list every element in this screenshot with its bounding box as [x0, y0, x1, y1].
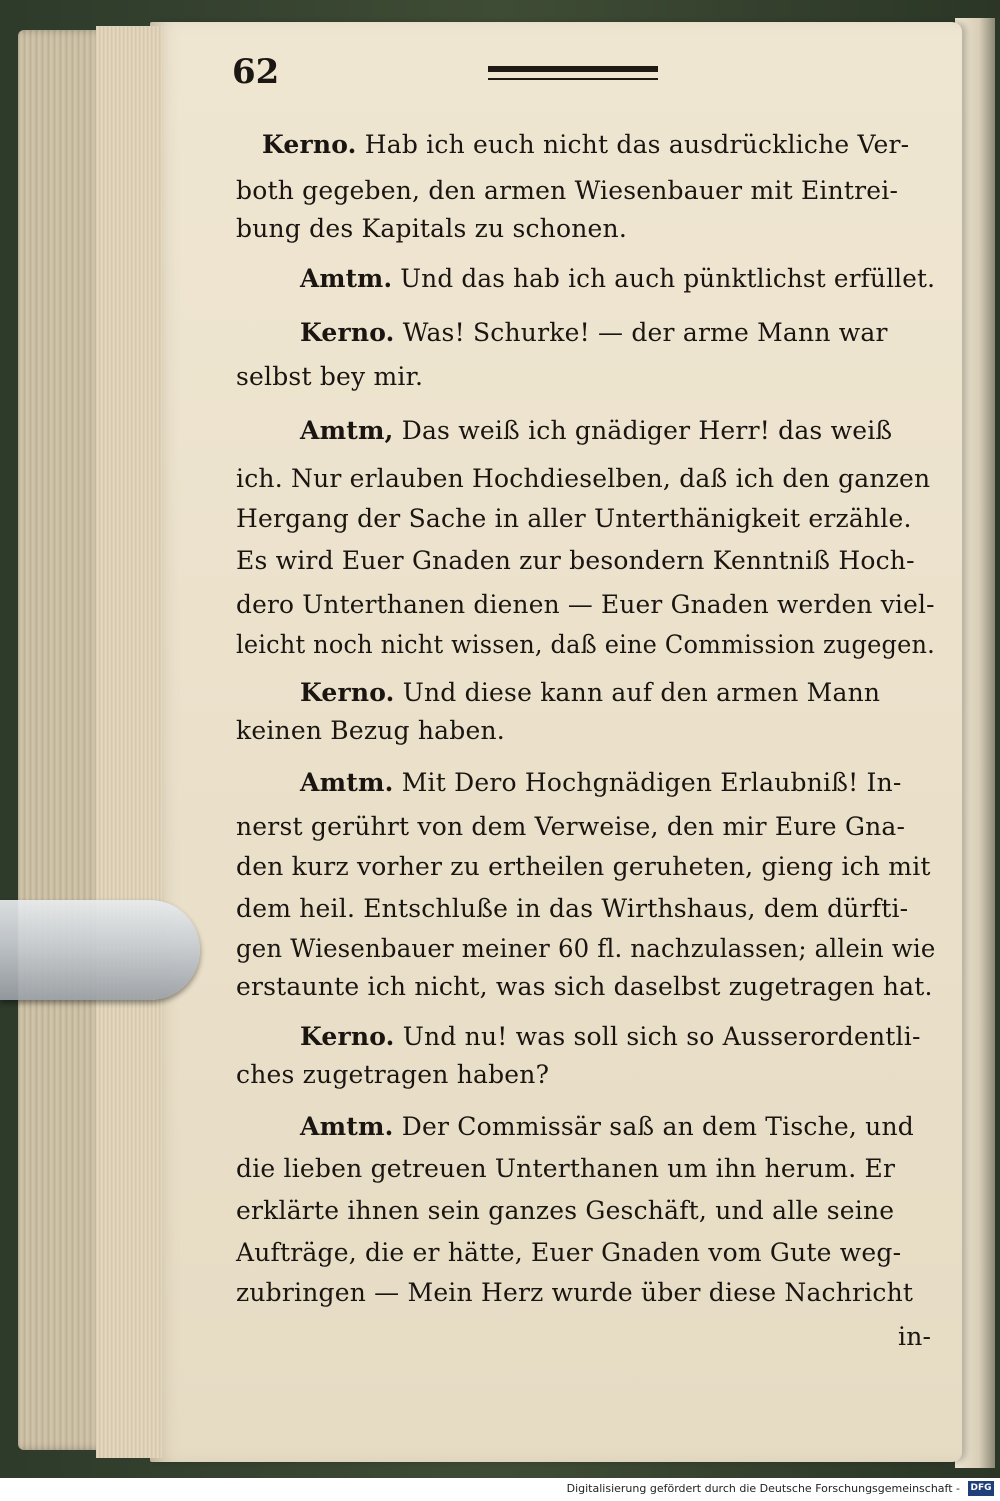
line-text: in-: [898, 1322, 932, 1351]
text-line: [236, 362, 423, 391]
line-text: Hab ich euch nicht das ausdrückliche Ver-: [356, 130, 910, 159]
text-line: [236, 934, 936, 963]
speaker-name: Kerno.: [300, 678, 395, 707]
text-line: [300, 416, 892, 445]
text-line: [300, 318, 888, 347]
line-text: die lieben getreuen Unterthanen um ihn herum. Er: [236, 1154, 896, 1183]
text-line: [300, 1112, 914, 1141]
text-line: [300, 678, 880, 707]
text-line: [236, 630, 935, 659]
text-line: [262, 130, 909, 159]
text-line: [236, 972, 933, 1001]
dfg-logo-icon: DFG: [968, 1481, 994, 1496]
footer-bar: [0, 1478, 1000, 1501]
footer-credit: Digitalisierung gefördert durch die Deutsche Forschungsgemeinschaft -: [566, 1482, 960, 1495]
speaker-name: Kerno.: [300, 1022, 395, 1051]
line-text: dero Unterthanen dienen — Euer Gnaden werden viel-: [236, 590, 935, 619]
line-text: ich. Nur erlauben Hochdieselben, daß ich den ganzen: [236, 464, 931, 493]
text-line: [236, 1060, 549, 1089]
speaker-name: Amtm,: [300, 416, 394, 445]
text-line: [236, 1278, 913, 1307]
line-text: bung des Kapitals zu schonen.: [236, 214, 627, 243]
line-text: leicht noch nicht wissen, daß eine Commission zugegen.: [236, 630, 936, 659]
text-line: [236, 894, 908, 923]
line-text: den kurz vorher zu ertheilen geruheten, gieng ich mit: [236, 852, 931, 881]
line-text: ches zugetragen haben?: [236, 1060, 550, 1089]
line-text: Es wird Euer Gnaden zur besondern Kenntniß Hoch-: [236, 546, 915, 575]
text-line: [898, 1322, 931, 1351]
text-line: [236, 852, 931, 881]
line-text: zubringen — Mein Herz wurde über diese Nachricht: [236, 1278, 914, 1307]
text-line: [236, 504, 912, 533]
line-text: Der Commissär saß an dem Tische, und: [393, 1112, 914, 1141]
text-line: [300, 768, 902, 797]
text-line: [236, 176, 898, 205]
text-line: [236, 464, 930, 493]
line-text: Und diese kann auf den armen Mann: [394, 678, 881, 707]
speaker-name: Amtm.: [300, 1112, 394, 1141]
page-stack-left: [18, 30, 108, 1450]
page-number: 62: [232, 52, 280, 92]
line-text: Mit Dero Hochgnädigen Erlaubniß! In-: [393, 768, 902, 797]
speaker-name: Kerno.: [262, 130, 357, 159]
line-text: keinen Bezug haben.: [236, 716, 505, 745]
line-text: dem heil. Entschluße in das Wirthshaus, dem dürfti-: [236, 894, 909, 923]
line-text: gen Wiesenbauer meiner 60 fl. nachzulassen; allein wie: [236, 934, 936, 963]
line-text: erklärte ihnen sein ganzes Geschäft, und alle seine: [236, 1196, 895, 1225]
line-text: both gegeben, den armen Wiesenbauer mit Eintrei-: [236, 176, 899, 205]
line-text: Und nu! was soll sich so Ausserordentli-: [394, 1022, 921, 1051]
holder-clip: [0, 900, 200, 1000]
line-text: nerst gerührt von dem Verweise, den mir Eure Gna-: [236, 812, 906, 841]
text-line: [236, 716, 505, 745]
text-line: [236, 1238, 901, 1267]
line-text: Aufträge, die er hätte, Euer Gnaden vom Gute weg-: [236, 1238, 902, 1267]
line-text: selbst bey mir.: [236, 362, 424, 391]
text-line: [300, 1022, 921, 1051]
text-line: [236, 812, 905, 841]
text-line: [236, 214, 627, 243]
speaker-name: Amtm.: [300, 264, 393, 293]
text-line: [236, 546, 915, 575]
page-gutter: [96, 26, 162, 1458]
line-text: Das weiß ich gnädiger Herr! das weiß: [393, 416, 893, 445]
speaker-name: Kerno.: [300, 318, 395, 347]
speaker-name: Amtm.: [300, 768, 394, 797]
line-text: Was! Schurke! — der arme Mann war: [394, 318, 888, 347]
text-line: [300, 264, 935, 293]
header-rule: [488, 66, 658, 80]
text-line: [236, 1154, 895, 1183]
line-text: erstaunte ich nicht, was sich daselbst zugetragen hat.: [236, 972, 933, 1001]
text-line: [236, 590, 935, 619]
line-text: Und das hab ich auch pünktlichst erfüllet.: [392, 264, 936, 293]
text-line: [236, 1196, 894, 1225]
line-text: Hergang der Sache in aller Unterthänigkeit erzähle.: [236, 504, 912, 533]
